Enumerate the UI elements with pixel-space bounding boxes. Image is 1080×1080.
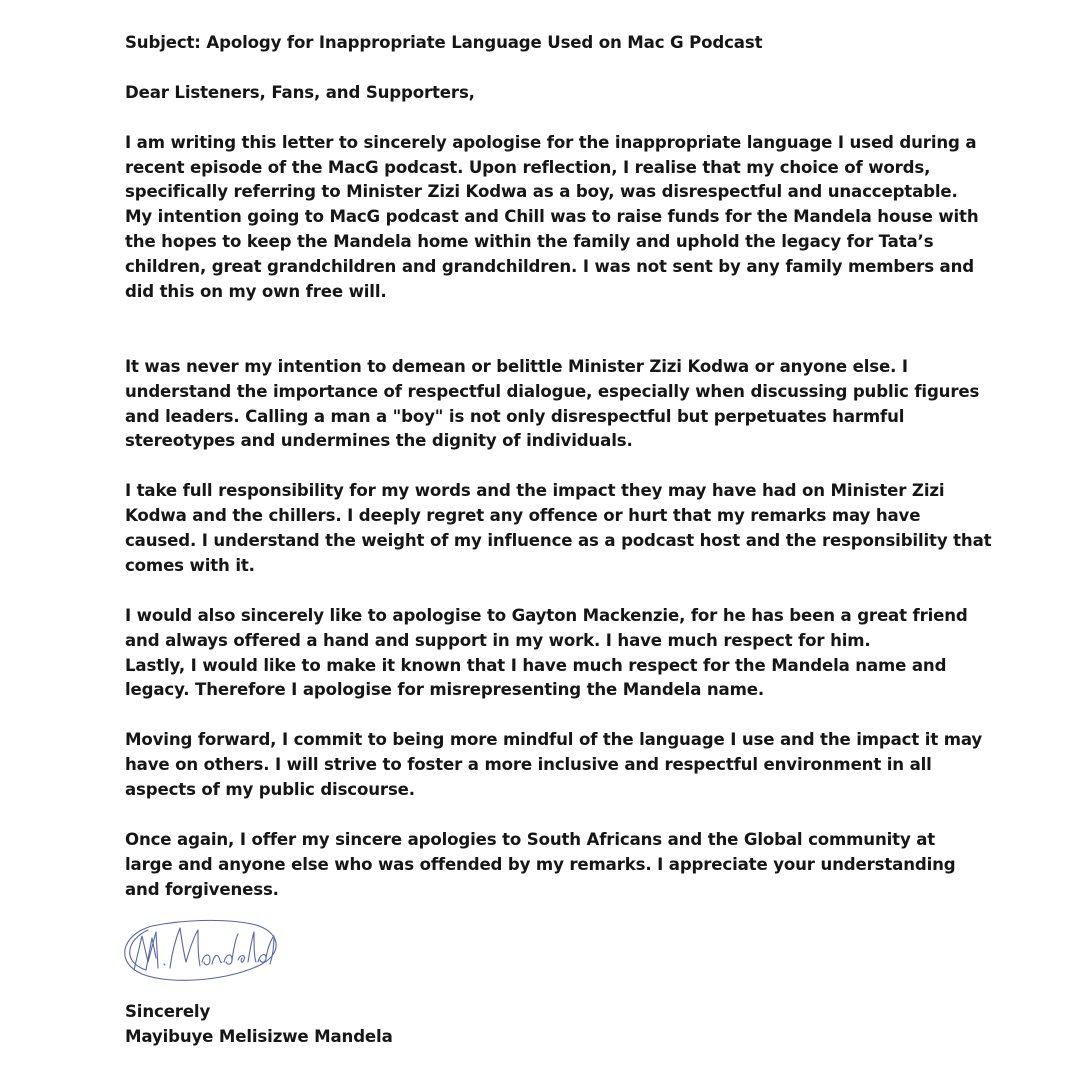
paragraph-line: It was never my intention to demean or belittle Minister Zizi Kodwa or anyone else. I bbox=[125, 356, 908, 376]
paragraph-line: specifically referring to Minister Zizi Kodwa as a boy, was disrespectful and unacceptable. bbox=[125, 182, 958, 202]
paragraph-line: comes with it. bbox=[125, 555, 255, 575]
paragraph-mackenzie bbox=[125, 604, 968, 704]
paragraph-line: the hopes to keep the Mandela home within the family and uphold the legacy for Tata’s bbox=[125, 232, 934, 252]
paragraph-line: large and anyone else who was offended by my remarks. I appreciate your understanding bbox=[125, 854, 956, 874]
paragraph-intention bbox=[125, 355, 980, 455]
salutation bbox=[125, 81, 955, 106]
paragraph-line: I take full responsibility for my words and the impact they may have had on Minister Zizi bbox=[125, 481, 945, 501]
paragraph-line: have on others. I will strive to foster a more inclusive and respectful environment in all bbox=[125, 755, 932, 775]
paragraph-line: children, great grandchildren and grandchildren. I was not sent by any family members and bbox=[125, 257, 974, 277]
paragraph-responsibility bbox=[125, 479, 992, 579]
paragraph-moving-forward bbox=[125, 728, 983, 803]
paragraph-closing-apology bbox=[125, 828, 955, 903]
paragraph-line: I would also sincerely like to apologise to Gayton Mackenzie, for he has been a great friend bbox=[125, 605, 968, 625]
paragraph-line: Kodwa and the chillers. I deeply regret any offence or hurt that my remarks may have bbox=[125, 506, 921, 526]
paragraph-line: Lastly, I would like to make it known that I have much respect for the Mandela name and bbox=[125, 655, 947, 675]
paragraph-line: and forgiveness. bbox=[125, 879, 279, 899]
paragraph-line: and always offered a hand and support in my work. I have much respect for him. bbox=[125, 630, 871, 650]
letter-body bbox=[125, 31, 992, 903]
paragraph-line: understand the importance of respectful dialogue, especially when discussing public figures bbox=[125, 381, 980, 401]
paragraph-line: I am writing this letter to sincerely apologise for the inappropriate language I used during a bbox=[125, 132, 977, 152]
handwritten-signature bbox=[112, 912, 292, 994]
paragraph-line: recent episode of the MacG podcast. Upon reflection, I realise that my choice of words, bbox=[125, 157, 931, 177]
paragraph-line: stereotypes and undermines the dignity of individuals. bbox=[125, 431, 633, 451]
subject-line bbox=[125, 31, 955, 56]
paragraph-line: aspects of my public discourse. bbox=[125, 780, 415, 800]
author-name: Mayibuye Melisizwe Mandela bbox=[125, 1026, 393, 1046]
paragraph-line: legacy. Therefore I apologise for misrepresenting the Mandela name. bbox=[125, 680, 765, 700]
paragraph-line: caused. I understand the weight of my influence as a podcast host and the responsibility that bbox=[125, 531, 992, 551]
paragraph-intro bbox=[125, 131, 979, 305]
paragraph-line: and leaders. Calling a man a "boy" is not only disrespectful but perpetuates harmful bbox=[125, 406, 905, 426]
salutation-text: Dear Listeners, Fans, and Supporters, bbox=[125, 82, 475, 102]
letter-closing bbox=[125, 1000, 393, 1050]
paragraph-line: Moving forward, I commit to being more mindful of the language I use and the impact it may bbox=[125, 730, 983, 750]
paragraph-line: My intention going to MacG podcast and Chill was to raise funds for the Mandela house with bbox=[125, 207, 979, 227]
paragraph-line: Once again, I offer my sincere apologies to South Africans and the Global community at bbox=[125, 829, 936, 849]
subject-text: Subject: Apology for Inappropriate Language Used on Mac G Podcast bbox=[125, 33, 763, 52]
paragraph-line: did this on my own free will. bbox=[125, 282, 387, 302]
valediction: Sincerely bbox=[125, 1002, 211, 1021]
